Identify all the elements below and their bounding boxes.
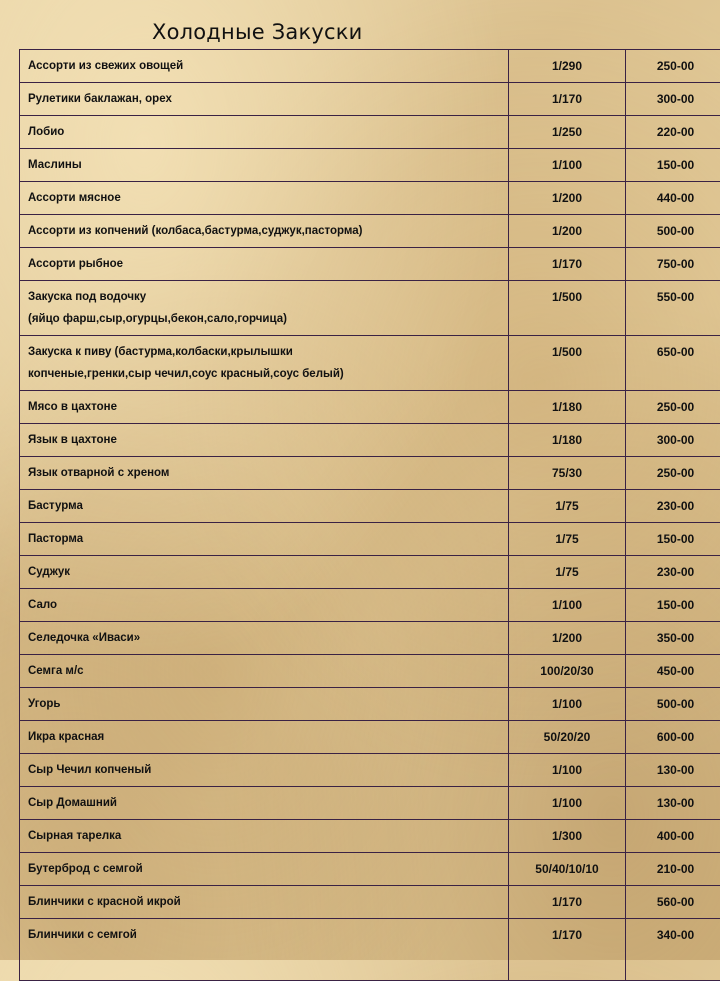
item-price: 130-00 — [626, 754, 720, 787]
item-name-line: Сало — [28, 599, 57, 611]
item-name — [20, 523, 509, 556]
item-price: 650-00 — [626, 336, 720, 391]
item-name — [20, 182, 509, 215]
item-name — [20, 886, 509, 919]
item-portion: 1/100 — [509, 787, 626, 820]
item-portion: 1/200 — [509, 215, 626, 248]
item-name — [20, 919, 509, 981]
item-name-line: Бастурма — [28, 500, 83, 512]
item-name — [20, 116, 509, 149]
item-name-line: (яйцо фарш,сыр,огурцы,бекон,сало,горчица) — [28, 308, 501, 330]
item-name — [20, 149, 509, 182]
item-name — [20, 688, 509, 721]
table-row — [20, 523, 720, 556]
item-name-line: Закуска под водочку — [28, 291, 146, 303]
item-price: 210-00 — [626, 853, 720, 886]
item-portion: 1/300 — [509, 820, 626, 853]
item-name-line: Блинчики с семгой — [28, 929, 137, 941]
item-portion: 1/100 — [509, 149, 626, 182]
item-name — [20, 424, 509, 457]
item-portion: 1/200 — [509, 182, 626, 215]
item-name — [20, 248, 509, 281]
item-name-line: Язык в цахтоне — [28, 434, 117, 446]
table-row — [20, 622, 720, 655]
item-name-line: Суджук — [28, 566, 70, 578]
item-price: 400-00 — [626, 820, 720, 853]
table-row — [20, 688, 720, 721]
item-portion: 100/20/30 — [509, 655, 626, 688]
item-price: 750-00 — [626, 248, 720, 281]
item-price: 300-00 — [626, 424, 720, 457]
item-price: 220-00 — [626, 116, 720, 149]
item-name-line: копченые,гренки,сыр чечил,соус красный,соус белый) — [28, 363, 501, 385]
table-row — [20, 149, 720, 182]
item-portion: 1/170 — [509, 248, 626, 281]
item-portion: 1/75 — [509, 490, 626, 523]
item-name — [20, 336, 509, 391]
table-row — [20, 655, 720, 688]
item-name — [20, 622, 509, 655]
item-name-line: Угорь — [28, 698, 60, 710]
item-price: 250-00 — [626, 391, 720, 424]
item-name-line: Мясо в цахтоне — [28, 401, 117, 413]
item-name — [20, 83, 509, 116]
item-price: 150-00 — [626, 523, 720, 556]
table-row — [20, 556, 720, 589]
item-name — [20, 754, 509, 787]
table-row — [20, 215, 720, 248]
item-name — [20, 853, 509, 886]
page-title: Холодные Закуски — [152, 20, 362, 44]
table-row — [20, 424, 720, 457]
item-portion: 1/170 — [509, 886, 626, 919]
table-row — [20, 281, 720, 336]
item-price: 600-00 — [626, 721, 720, 754]
item-name-line: Сыр Чечил копченый — [28, 764, 151, 776]
menu-table — [19, 49, 720, 981]
table-row — [20, 391, 720, 424]
item-name-line: Сыр Домашний — [28, 797, 117, 809]
item-portion: 50/20/20 — [509, 721, 626, 754]
table-row — [20, 754, 720, 787]
table-row — [20, 886, 720, 919]
table-row — [20, 787, 720, 820]
item-name-line: Блинчики с красной икрой — [28, 896, 181, 908]
item-price: 500-00 — [626, 215, 720, 248]
table-row — [20, 721, 720, 754]
item-name-line: Закуска к пиву (бастурма,колбаски,крылышки — [28, 346, 293, 358]
item-portion: 1/200 — [509, 622, 626, 655]
item-portion: 1/180 — [509, 424, 626, 457]
item-name — [20, 556, 509, 589]
item-price: 340-00 — [626, 919, 720, 981]
item-name — [20, 721, 509, 754]
item-price: 150-00 — [626, 589, 720, 622]
item-price: 250-00 — [626, 457, 720, 490]
item-price: 560-00 — [626, 886, 720, 919]
item-name — [20, 50, 509, 83]
item-portion: 1/500 — [509, 336, 626, 391]
item-name-line: Ассорти мясное — [28, 192, 121, 204]
item-name — [20, 457, 509, 490]
table-row — [20, 457, 720, 490]
item-name — [20, 820, 509, 853]
item-portion: 1/100 — [509, 754, 626, 787]
table-row — [20, 853, 720, 886]
item-name — [20, 281, 509, 336]
table-row — [20, 589, 720, 622]
item-name-line: Ассорти из свежих овощей — [28, 60, 183, 72]
item-portion: 1/500 — [509, 281, 626, 336]
item-name-line: Ассорти из копчений (колбаса,бастурма,суджук,пасторма) — [28, 225, 362, 237]
item-portion: 75/30 — [509, 457, 626, 490]
item-portion: 1/75 — [509, 556, 626, 589]
item-name-line: Ассорти рыбное — [28, 258, 123, 270]
item-name — [20, 490, 509, 523]
item-name-line: Селедочка «Иваси» — [28, 632, 140, 644]
item-name — [20, 215, 509, 248]
item-name-line: Маслины — [28, 159, 82, 171]
item-name-line: Язык отварной с хреном — [28, 467, 169, 479]
table-row — [20, 490, 720, 523]
item-portion: 1/170 — [509, 919, 626, 981]
item-name-line: Семга м/с — [28, 665, 84, 677]
table-row — [20, 248, 720, 281]
item-portion: 1/180 — [509, 391, 626, 424]
item-portion: 1/75 — [509, 523, 626, 556]
item-name — [20, 391, 509, 424]
table-row — [20, 336, 720, 391]
item-name-line: Рулетики баклажан, орех — [28, 93, 172, 105]
table-row — [20, 116, 720, 149]
item-name-line: Сырная тарелка — [28, 830, 121, 842]
table-row — [20, 83, 720, 116]
item-price: 440-00 — [626, 182, 720, 215]
item-price: 250-00 — [626, 50, 720, 83]
table-row — [20, 919, 720, 981]
item-price: 150-00 — [626, 149, 720, 182]
item-name — [20, 589, 509, 622]
item-portion: 1/250 — [509, 116, 626, 149]
item-portion: 1/100 — [509, 688, 626, 721]
item-portion: 1/290 — [509, 50, 626, 83]
item-price: 550-00 — [626, 281, 720, 336]
item-name-line: Бутерброд с семгой — [28, 863, 143, 875]
table-row — [20, 50, 720, 83]
table-row — [20, 182, 720, 215]
item-name-line: Икра красная — [28, 731, 104, 743]
item-portion: 1/170 — [509, 83, 626, 116]
item-price: 350-00 — [626, 622, 720, 655]
item-price: 230-00 — [626, 490, 720, 523]
item-portion: 50/40/10/10 — [509, 853, 626, 886]
item-name — [20, 655, 509, 688]
item-price: 500-00 — [626, 688, 720, 721]
item-name-line: Лобио — [28, 126, 64, 138]
item-name-line: Пасторма — [28, 533, 83, 545]
item-name — [20, 787, 509, 820]
item-price: 130-00 — [626, 787, 720, 820]
item-price: 300-00 — [626, 83, 720, 116]
item-price: 230-00 — [626, 556, 720, 589]
item-portion: 1/100 — [509, 589, 626, 622]
table-row — [20, 820, 720, 853]
item-price: 450-00 — [626, 655, 720, 688]
